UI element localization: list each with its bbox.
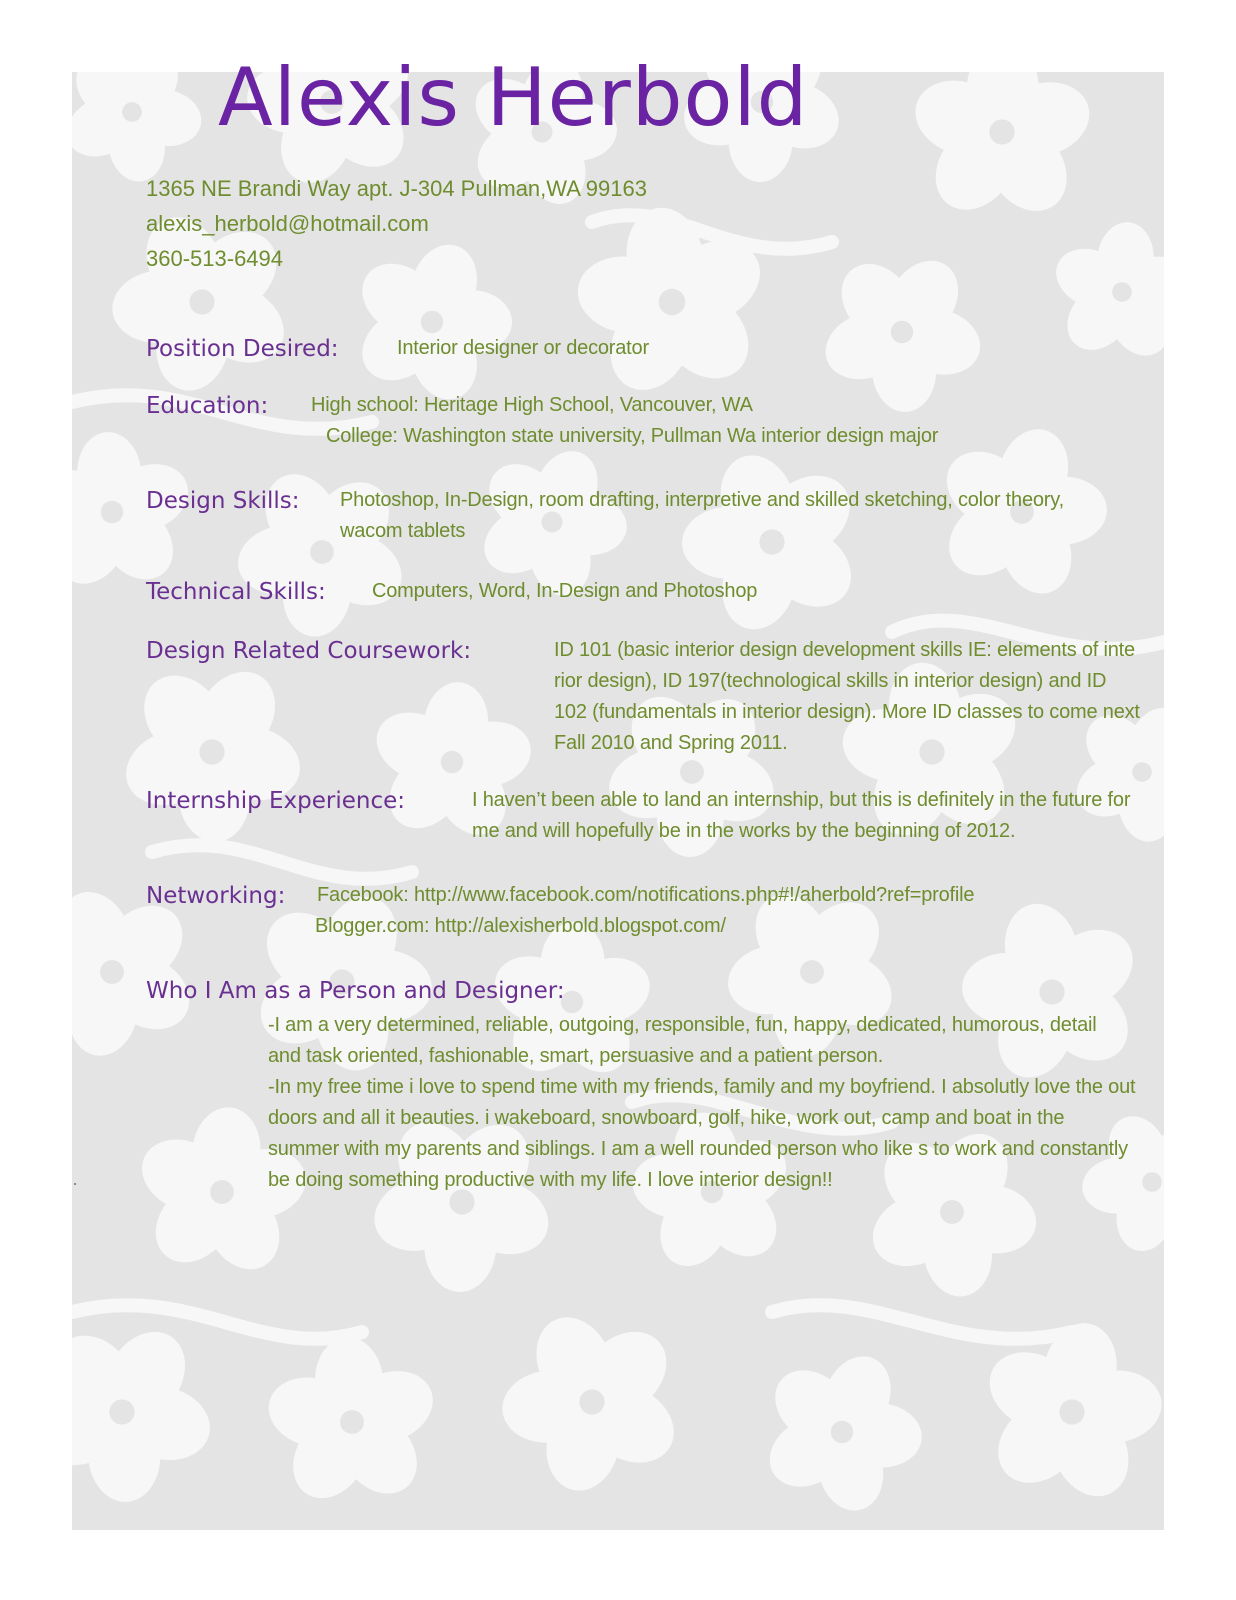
resume-name: Alexis Herbold [218,51,809,144]
networking-label: Networking: [146,883,286,909]
who-i-am-paragraph-2: -In my free time i love to spend time with my friends, family and my boyfriend. I absolutly love the out doors and all it beauties. i wakeboard, snowboard, golf, hike, work out, camp and boat in the summer with my parents and siblings. I am a well rounded person who like s to work and constantly be doing something productive with my life. I love interior design!! [268,1076,1136,1191]
who-i-am-paragraph-1: -I am a very determined, reliable, outgoing, responsible, fun, happy, dedicated, humorous, detail and task oriented, fashionable, smart, persuasive and a patient person. [268,1014,1097,1067]
coursework-value: ID 101 (basic interior design development skills IE: elements of inte rior design), ID 197(technological skills in interior design) and ID 102 (fundamentals in interior design). More ID classes to come next Fall 2010 and Spring 2011. [554,639,1140,754]
position-label: Position Desired: [146,336,339,362]
technical-skills-label: Technical Skills: [146,579,326,605]
contact-email: alexis_herbold@hotmail.com [146,211,429,236]
who-i-am-label: Who I Am as a Person and Designer: [146,978,565,1004]
contact-phone: 360-513-6494 [146,246,284,271]
education-line-highschool: High school: Heritage High School, Vancouver, WA [311,394,753,416]
internship-value: I haven’t been able to land an internship, but this is definitely in the future for me and will hopefully be in the works by the beginning of 2012. [472,789,1131,842]
design-skills-label: Design Skills: [146,488,300,514]
contact-address: 1365 NE Brandi Way apt. J-304 Pullman,WA 99163 [146,176,647,201]
internship-label: Internship Experience: [146,788,406,814]
stray-dot [74,1183,76,1185]
networking-facebook: Facebook: http://www.facebook.com/notifications.php#!/aherbold?ref=profile [317,884,975,906]
coursework-label: Design Related Coursework: [146,638,472,664]
technical-skills-value: Computers, Word, In-Design and Photoshop [372,580,758,602]
position-value: Interior designer or decorator [397,337,649,359]
education-label: Education: [146,393,269,419]
education-line-college: College: Washington state university, Pullman Wa interior design major [326,425,939,447]
networking-blogger: Blogger.com: http://alexisherbold.blogspot.com/ [315,915,726,937]
design-skills-value: Photoshop, In-Design, room drafting, interpretive and skilled sketching, color theory, wacom tablets [340,489,1064,542]
